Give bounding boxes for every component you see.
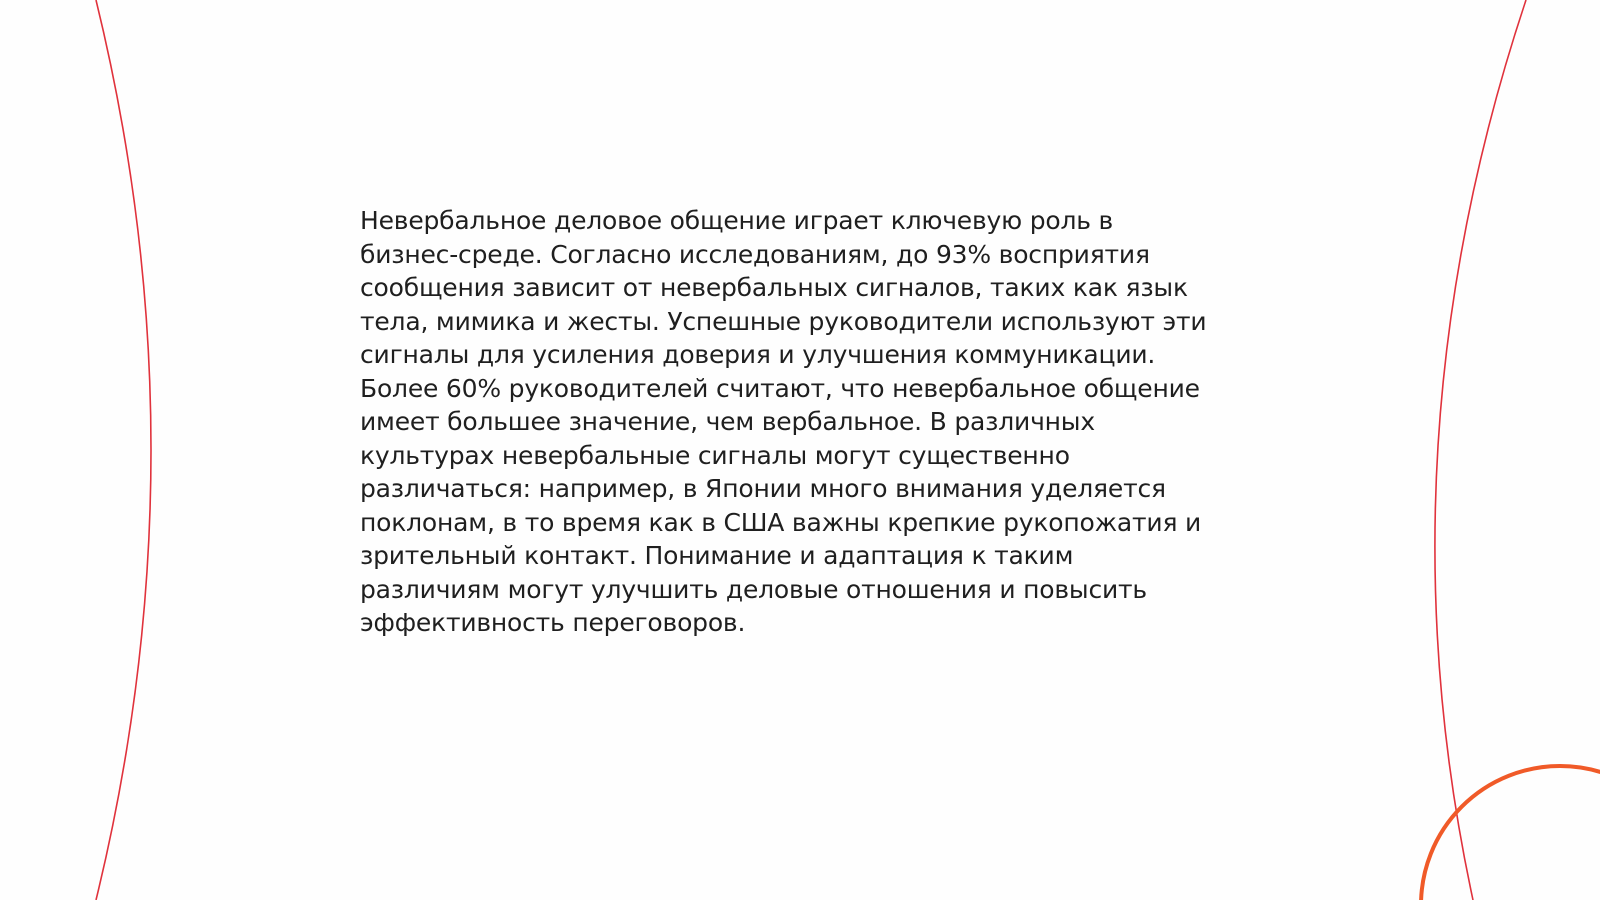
orange-circle-outline: [1421, 766, 1600, 900]
body-paragraph: Невербальное деловое общение играет ключевую роль в бизнес-среде. Согласно исследованиям, до 93% восприятия сообщения зависит от невербальных сигналов, таких как язык тела, мимика и жесты. Успешные руководители используют эти сигналы для усиления доверия и улучшения коммуникации. Более 60% руководителей считают, что невербальное общение имеет большее значение, чем вербальное. В различных культурах невербальные сигналы могут существенно различаться: например, в Японии много внимания уделяется поклонам, в то время как в США важны крепкие рукопожатия и зрительный контакт. Понимание и адаптация к таким различиям могут улучшить деловые отношения и повысить эффективность переговоров.: [360, 206, 1207, 637]
right-decorative-curve: [1435, 0, 1526, 900]
left-decorative-curve: [96, 0, 151, 900]
